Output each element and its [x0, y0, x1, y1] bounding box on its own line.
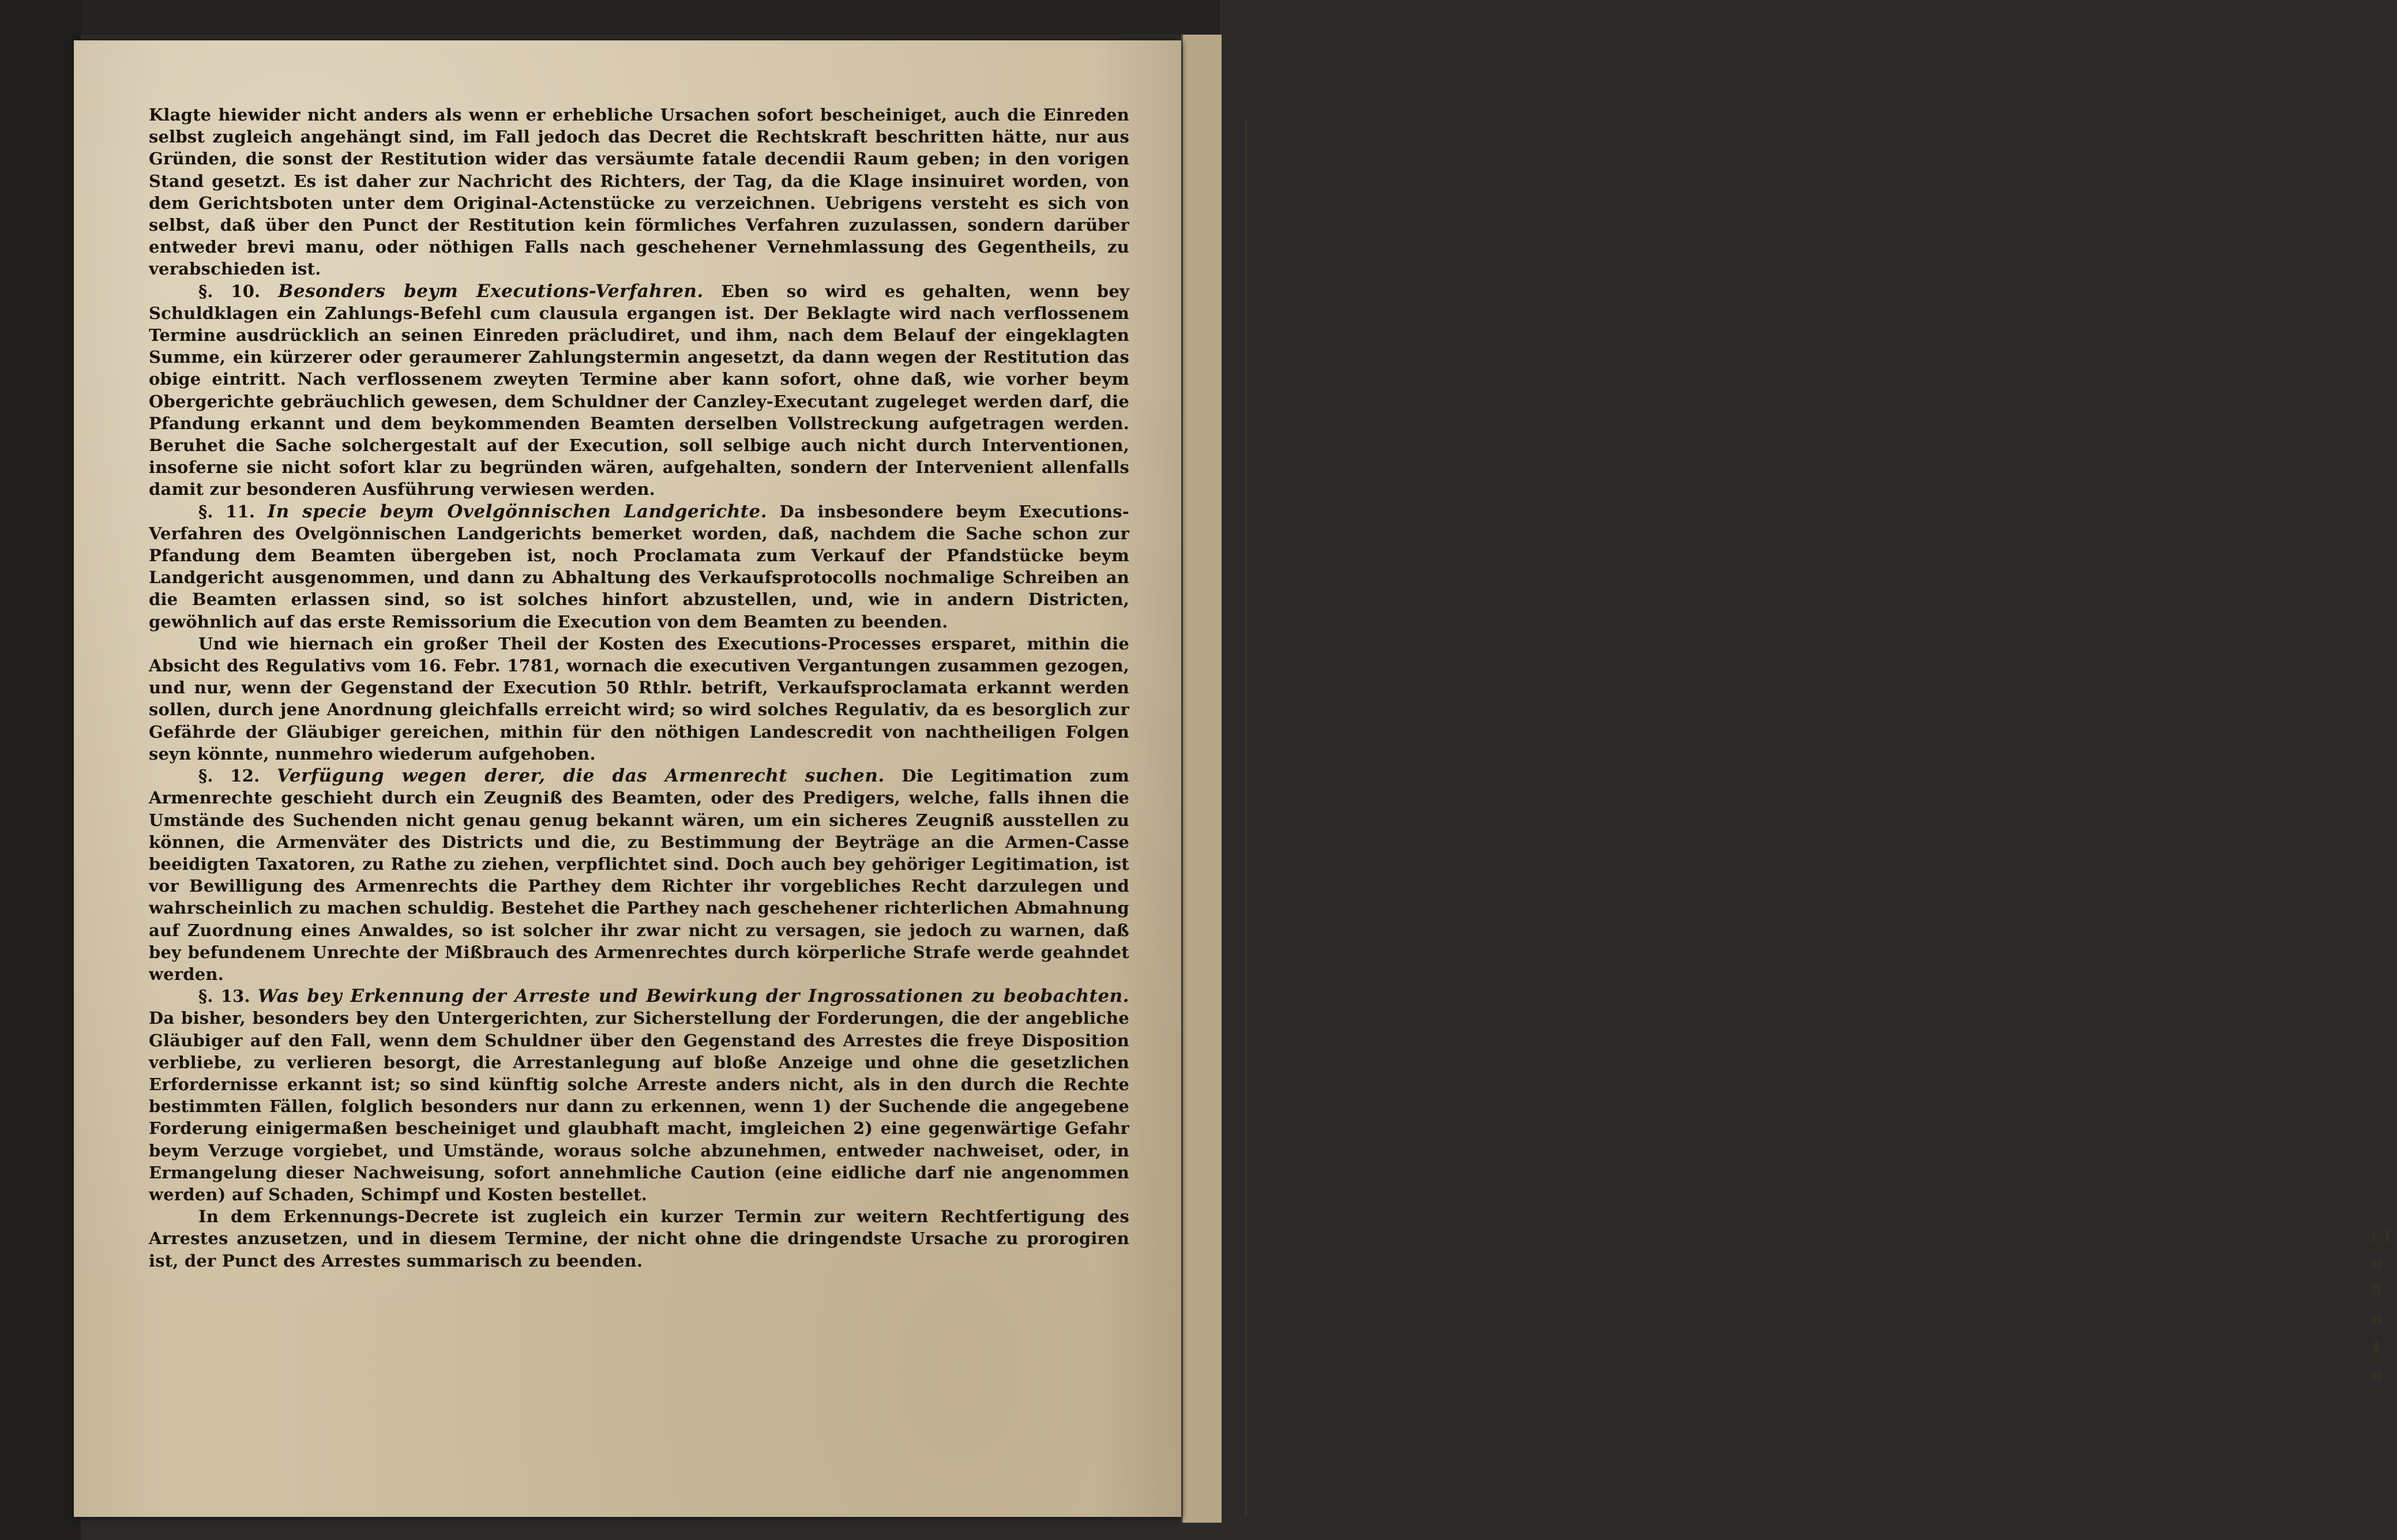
section-11-heading: In specie beym Ovelgönnischen Landgerichte.	[267, 501, 768, 522]
section-11-number: §. 11.	[198, 501, 256, 521]
section-11	[149, 501, 1129, 633]
intro-paragraph: Klagte hiewider nicht anders als wenn er erhebliche Ursachen sofort bescheiniget, auch die Einreden selbst zugleich angehängt sind, im Fall jedoch das Decret die Rechtskraft beschritten hätte, nur aus Gründen, die sonst der Restitution wider das versäumte fatale decendii Raum geben; in den vorigen Stand gesetzt. Es ist daher zur Nachricht des Richters, der Tag, da die Klage insinuiret worden, von dem Gerichtsboten unter dem Original-Actenstücke zu verzeichnen. Uebrigens versteht es sich von selbst, daß über den Punct der Restitution kein förmliches Verfahren zuzulassen, sondern darüber entweder brevi manu, oder nöthigen Falls nach geschehener Vernehmlassung des Gegentheils, zu verabschieden ist.	[149, 105, 1129, 279]
scan-background-left	[0, 0, 81, 1540]
scan-background-top	[0, 0, 1220, 35]
section-12-number: §. 12.	[198, 766, 260, 786]
section-13	[149, 985, 1129, 1205]
section-10	[149, 280, 1129, 501]
adjacent-page-edge	[1181, 35, 2390, 1523]
section-11-paragraph-2: Und wie hiernach ein großer Theil der Kosten des Executions-Processes ersparet, mithin die Absicht des Regulativs vom 16. Febr. 1781, wornach die executiven Vergantungen zusammen gezogen, und nur, wenn der Gegenstand der Execution 50 Rthlr. betrift, Verkaufsproclamata erkannt werden sollen, durch jene Anordnung gleichfalls erreicht wird; so wird solches Regulativ, da es besorglich zur Gefährde der Gläubiger gereichen, mithin für den nöthigen Landescredit von nachtheiligen Folgen seyn könnte, nunmehro wiederum aufgehoben.	[149, 633, 1129, 764]
section-13-paragraph-2: In dem Erkennungs-Decrete ist zugleich ein kurzer Termin zur weitern Rechtfertigung des Arrestes anzusetzen, und in diesem Termine, der nicht ohne die dringendste Ursache zu prorogiren ist, der Punct des Arrestes summarisch zu beenden.	[149, 1207, 1129, 1271]
page-text	[149, 104, 1129, 1272]
section-11-text: Da insbesondere beym Executions-Verfahren des Ovelgönnischen Landgerichts bemerket worden, daß, nachdem die Sache schon zur Pfandung dem Beamten übergeben ist, noch Proclamata zum Verkauf der Pfandstücke beym Landgericht ausgenommen, und dann zu Abhaltung des Verkaufsprotocolls nochmalige Schreiben an die Beamten erlassen sind, so ist solches hinfort abzustellen, und, wie in andern Districten, gewöhnlich auf das erste Remissorium die Execution von dem Beamten zu beenden.	[149, 501, 1130, 632]
section-13-number: §. 13.	[198, 986, 250, 1006]
section-13-heading: Was bey Erkennung der Arreste und Bewirkung der Ingrossationen zu beobachten.	[258, 986, 1130, 1007]
section-10-number: §. 10.	[198, 281, 261, 301]
section-13-text: Da bisher, besonders bey den Untergerichten, zur Sicherstellung der Forderungen, die der angebliche Gläubiger auf den Fall, wenn dem Schuldner über den Gegenstand des Arrestes die freye Disposition verbliebe, zu verlieren besorgt, die Arrestanlegung auf bloße Anzeige und ohne die gesetzlichen Erfordernisse erkannt ist; so sind künftig solche Arreste anders nicht, als in den durch die Rechte bestimmten Fällen, folglich besonders nur dann zu erkennen, wenn 1) der Suchende die angegebene Forderung einigermaßen bescheiniget und glaubhaft macht, imgleichen 2) eine gegenwärtige Gefahr beym Verzuge vorgiebet, und Umstände, woraus solche abzunehmen, entweder nachweiset, oder, in Ermangelung dieser Nachweisung, sofort annehmliche Caution (eine eidliche darf nie angenommen werden) auf Schaden, Schimpf und Kosten bestellet.	[149, 1008, 1129, 1204]
adjacent-page-letters: r l u 5 n 1 u	[2371, 1228, 2390, 1384]
page-fold	[1245, 121, 1247, 1517]
section-12-text: Die Legitimation zum Armenrechte geschieht durch ein Zeugniß des Beamten, oder des Predigers, welche, falls ihnen die Umstände des Suchenden nicht genau genug bekannt wären, um ein sicheres Zeugniß ausstellen zu können, die Armenväter des Districts und die, zu Bestimmung der Beyträge an die Armen-Casse beeidigten Taxatoren, zu Rathe zu ziehen, verpflichtet sind. Doch auch bey gehöriger Legitimation, ist vor Bewilligung des Armenrechts die Parthey dem Richter ihr vorgebliches Recht darzulegen und wahrscheinlich zu machen schuldig. Bestehet die Parthey nach geschehener richterlichen Abmahnung auf Zuordnung eines Anwaldes, so ist solcher ihr zwar nicht zu versagen, sie jedoch zu warnen, daß bey befundenem Unrechte der Mißbrauch des Armenrechtes durch körperliche Strafe werde geahndet werden.	[149, 766, 1130, 984]
section-12	[149, 765, 1129, 985]
section-10-text: Eben so wird es gehalten, wenn bey Schuldklagen ein Zahlungs-Befehl cum clausula ergangen ist. Der Beklagte wird nach verflossenem Termine ausdrücklich an seinen Einreden präcludiret, und ihm, nach dem Belauf der eingeklagten Summe, ein kürzerer oder geraumerer Zahlungstermin angesetzt, da dann wegen der Restitution das obige eintritt. Nach verflossenem zweyten Termine aber kann sofort, ohne daß, wie vorher beym Obergerichte gebräuchlich gewesen, dem Schuldner der Canzley-Executant zugeleget werden darf, die Pfandung erkannt und dem beykommenden Beamten derselben Vollstreckung aufgetragen werden. Beruhet die Sache solchergestalt auf der Execution, soll selbige auch nicht durch Interventionen, insoferne sie nicht sofort klar zu begründen wären, aufgehalten, sondern der Intervenient allenfalls damit zur besonderen Ausführung verwiesen werden.	[149, 281, 1130, 499]
section-12-heading: Verfügung wegen derer, die das Armenrecht suchen.	[277, 765, 885, 787]
section-10-heading: Besonders beym Executions-Verfahren.	[278, 280, 704, 302]
